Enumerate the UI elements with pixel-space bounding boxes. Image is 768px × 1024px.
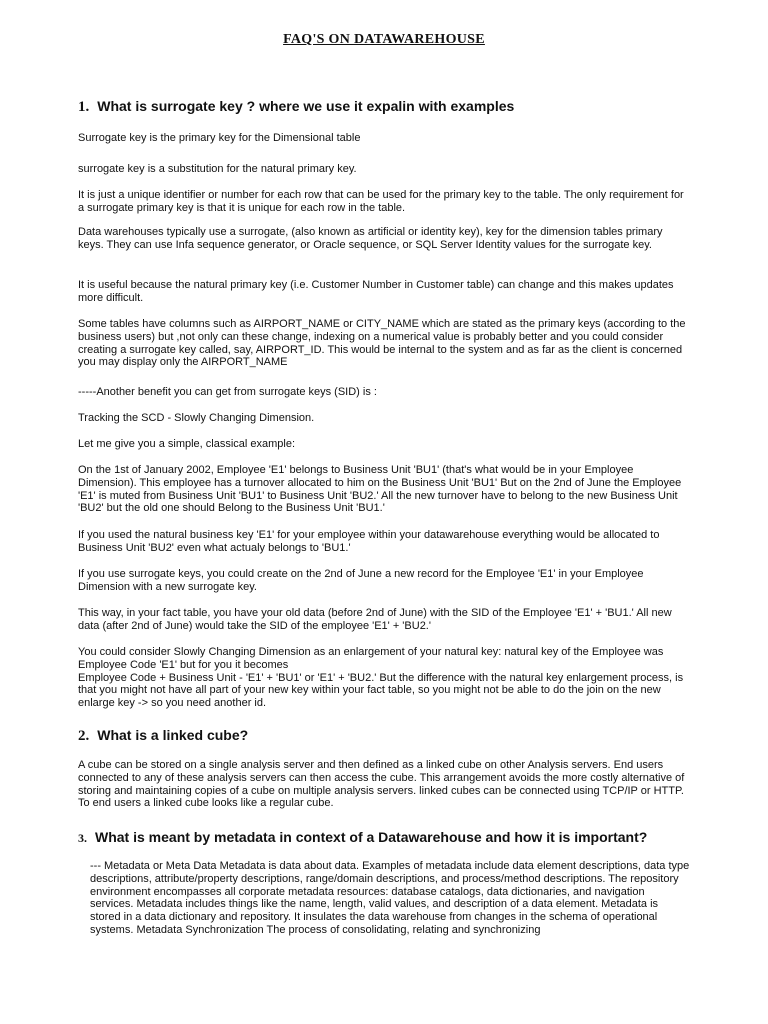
question-1-heading	[78, 98, 514, 116]
q1-paragraph: Tracking the SCD - Slowly Changing Dimension.	[78, 412, 315, 424]
q1-paragraph: surrogate key is a substitution for the natural primary key.	[78, 163, 357, 175]
q1-paragraph: It is useful because the natural primary key (i.e. Customer Number in Customer table) can change and this makes updates more difficult.	[78, 279, 674, 304]
q1-paragraph: Some tables have columns such as AIRPORT_NAME or CITY_NAME which are stated as the primary keys (according to the business users) but ,not only can these change, indexing on a numerical value is probably better and you could consider creating a surrogate key called, say, AIRPORT_ID. This would be internal to the system and as far as the client is concerned you may display only the AIRPORT_NAME	[78, 318, 686, 369]
q1-paragraph: If you used the natural business key 'E1' for your employee within your datawarehouse everything would be allocated to Business Unit 'BU2' even what actualy belongs to 'BU1.'	[78, 529, 660, 554]
question-1-number: 1.	[78, 99, 90, 115]
q1-paragraph: -----Another benefit you can get from surrogate keys (SID) is :	[78, 386, 377, 398]
question-2-number: 2.	[78, 728, 90, 744]
q1-paragraph: On the 1st of January 2002, Employee 'E1' belongs to Business Unit 'BU1' (that's what would be in your Employee Dimension). This employee has a turnover allocated to him on the Business Unit 'BU1' But on the 2nd of June the Employee 'E1' is muted from Business Unit 'BU1' to Business Unit 'BU2.' All the new turnover have to belong to the new Business Unit 'BU2' but the old one should Belong to the Business Unit 'BU1.'	[78, 464, 682, 515]
question-1-text: What is surrogate key ? where we use it expalin with examples	[97, 98, 515, 114]
q2-paragraph: A cube can be stored on a single analysis server and then defined as a linked cube on other Analysis servers. End users connected to any of these analysis servers can then access the cube. This arrangement avoids the more costly alternative of storing and maintaining copies of a cube on multiple analysis servers. linked cubes can be connected using TCP/IP or HTTP. To end users a linked cube looks like a regular cube.	[78, 759, 685, 810]
question-3-heading	[78, 829, 647, 846]
question-3-number: 3.	[78, 831, 87, 845]
q1-paragraph: You could consider Slowly Changing Dimension as an enlargement of your natural key: natural key of the Employee was Employee Code 'E1' but for you it becomes Employee Code + Business Unit - 'E1' + 'BU1' or 'E1' + 'BU2.' But the difference with the natural key enlargement process, is that you might not have all part of your new key within your fact table, so you might not be able to do the join on the new enlarge key -> so you need another id.	[78, 646, 684, 710]
question-2-text: What is a linked cube?	[97, 727, 249, 743]
q3-paragraph: --- Metadata or Meta Data Metadata is data about data. Examples of metadata include data element descriptions, data type descriptions, attribute/property descriptions, range/domain descriptions, and process/method descriptions. The repository environment encompasses all corporate metadata resources: database catalogs, data dictionaries, and navigation services. Metadata includes things like the name, length, valid values, and description of a data element. Metadata is stored in a data dictionary and repository. It insulates the data warehouse from changes in the schema of operational systems. Metadata Synchronization The process of consolidating, relating and synchronizing	[90, 860, 690, 936]
q1-paragraph: Data warehouses typically use a surrogate, (also known as artificial or identity key), key for the dimension tables primary keys. They can use Infa sequence generator, or Oracle sequence, or SQL Server Identity values for the surrogate key.	[78, 226, 663, 251]
question-2-heading	[78, 727, 248, 745]
q1-paragraph: It is just a unique identifier or number for each row that can be used for the primary key to the table. The only requirement for a surrogate primary key is that it is unique for each row in the table.	[78, 189, 684, 214]
q1-paragraph: If you use surrogate keys, you could create on the 2nd of June a new record for the Employee 'E1' in your Employee Dimension with a new surrogate key.	[78, 568, 644, 593]
q1-paragraph: This way, in your fact table, you have your old data (before 2nd of June) with the SID of the Employee 'E1' + 'BU1.' All new data (after 2nd of June) would take the SID of the employee 'E1' + 'BU2.'	[78, 607, 672, 632]
q1-paragraph: Surrogate key is the primary key for the Dimensional table	[78, 132, 361, 144]
document-title: FAQ'S ON DATAWAREHOUSE	[283, 32, 485, 47]
question-3-text: What is meant by metadata in context of a Datawarehouse and how it is important?	[95, 829, 648, 845]
q1-paragraph: Let me give you a simple, classical example:	[78, 438, 296, 450]
